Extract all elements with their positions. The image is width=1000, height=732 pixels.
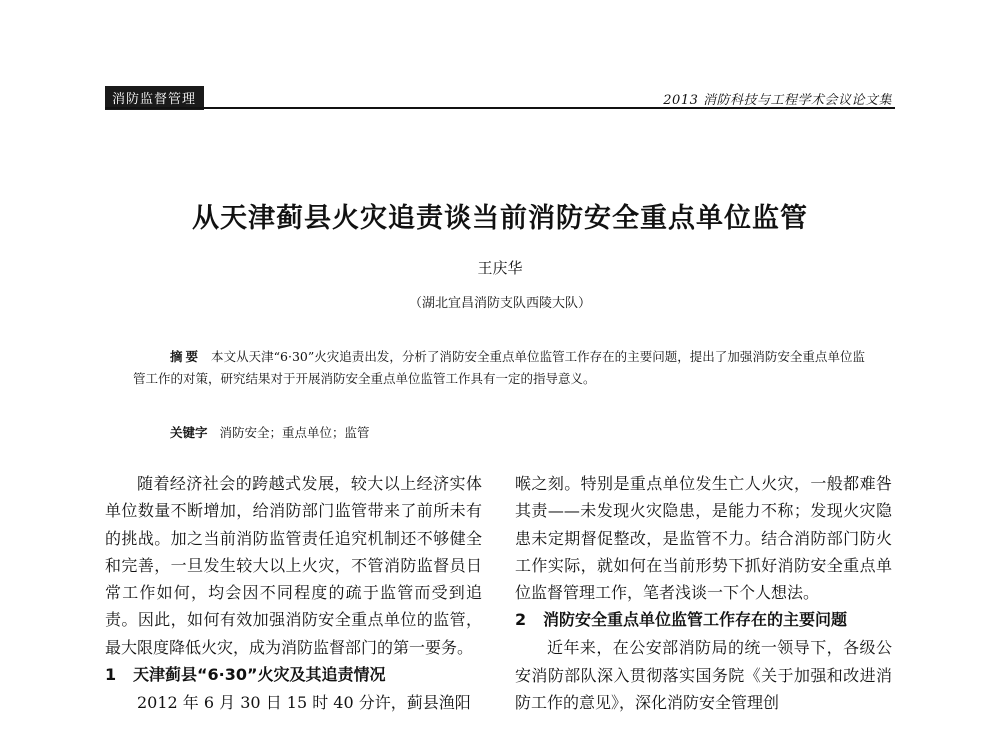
paragraph: 2012 年 6 月 30 日 15 时 40 分许，蓟县渔阳 [137,693,471,713]
section-heading-2 [515,606,892,634]
body-column-left [105,470,482,716]
author: 王庆华 [477,259,523,277]
paragraph: 近年来，在公安部消防局的统一领导下，各级公安消防部队深入贯彻落实国务院《关于加强和改进消防工作的意见》，深化消防安全管理创 [515,638,892,713]
abstract [133,346,865,390]
keywords [170,423,370,441]
affiliation: （湖北宜昌消防支队西陵大队） [408,296,591,311]
paragraph: 随着经济社会的跨越式发展，较大以上经济实体单位数量不断增加，给消防部门监管带来了前所未有的挑战。加之当前消防监管责任追究机制还不够健全和完善，一旦发生较大以上火灾，不管消防监督员日常工作如何，均会因不同程度的疏于监管而受到追责。因此，如何有效加强消防安全重点单位的监管，最大限度降低火灾，成为消防监督部门的第一要务。 [105,474,482,657]
header-divider [105,107,895,109]
abstract-label: 摘要 [170,349,202,364]
paper-title: 从天津蓟县火灾追责谈当前消防安全重点单位监管 [192,203,808,234]
journal-title: 2013 消防科技与工程学术会议论文集 [663,93,892,108]
section-title: 天津蓟县“6·30”火灾及其追责情况 [133,665,386,685]
keywords-text: 消防安全；重点单位；监管 [219,425,370,440]
section-title: 消防安全重点单位监管工作存在的主要问题 [543,610,848,630]
paragraph: 喉之刻。特别是重点单位发生亡人火灾，一般都难咎其责——未发现火灾隐患，是能力不称；发现火灾隐患未定期督促整改，是监管不力。结合消防部门防火工作实际，就如何在当前形势下抓好消防安全重点单位监督管理工作，笔者浅谈一下个人想法。 [515,474,892,603]
section-number: 2 [515,610,527,630]
abstract-text: 本文从天津“6·30”火灾追责出发，分析了消防安全重点单位监管工作存在的主要问题，提出了加强消防安全重点单位监管工作的对策，研究结果对于开展消防安全重点单位监管工作具有一定的指导意义。 [133,349,865,386]
section-tag: 消防监督管理 [105,86,204,110]
keywords-label: 关键字 [170,425,208,440]
section-heading-1 [105,661,482,689]
section-number: 1 [105,665,117,685]
body-column-right [515,470,892,716]
